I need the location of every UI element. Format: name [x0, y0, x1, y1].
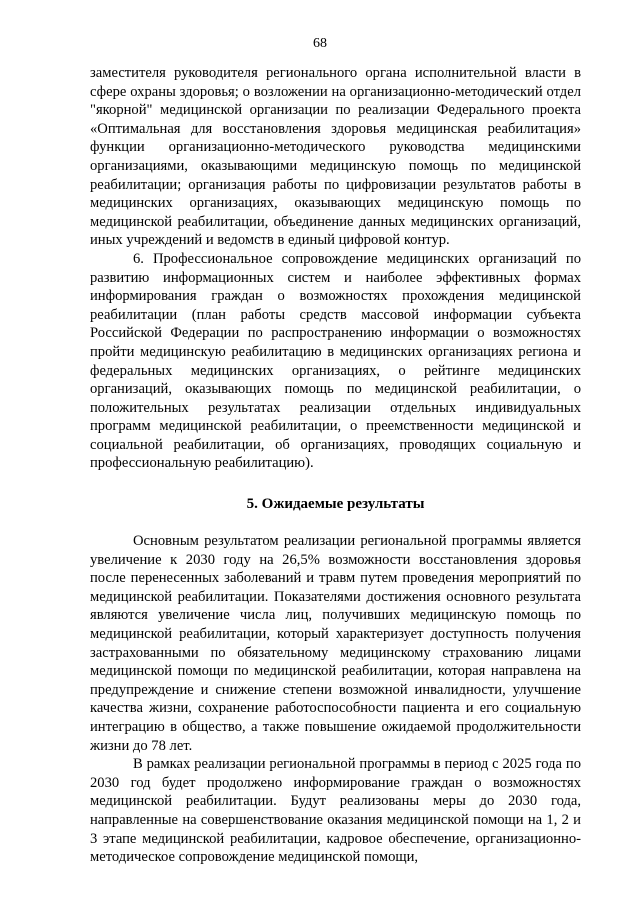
paragraph-program-implementation: В рамках реализации региональной программы в период с 2025 года по 2030 год будет продолжено информирование граждан о возможностях медицинской реабилитации. Будут реализованы меры до 2030 года, направленные на совершенствование оказания медицинской помощи на 1, 2 и 3 этапе медицинской реабилитации, кадровое обеспечение, организационно-методическое сопровождение медицинской помощи,: [90, 756, 581, 866]
page-number: 68: [313, 36, 327, 51]
paragraph-continuation: заместителя руководителя регионального органа исполнительной власти в сфере охраны здоровья; о возложении на организационно-методический отдел "якорной" медицинской организации по реализации Федерального проекта «Оптимальная для восстановления здоровья медицинская реабилитация» функции организационно-методического руководства медицинскими организациями, оказывающими медицинскую помощь по медицинской реабилитации; организация работы по цифровизации результатов работы в медицинских организациях, оказывающих медицинскую помощь по медицинской реабилитации, объединение данных медицинских организаций, иных учреждений и ведомств в единый цифровой контур.: [90, 65, 581, 249]
page-content: [90, 64, 581, 867]
paragraph-main-result: Основным результатом реализации региональной программы является увеличение к 2030 году на 26,5% возможности восстановления здоровья после перенесенных заболеваний и травм путем проведения мероприятий по медицинской реабилитации. Показателями достижения основного результата являются увеличение числа лиц, получивших медицинскую помощь по медицинской реабилитации, который характеризует доступность получения застрахованными по обязательному медицинскому страхованию лицами медицинской помощи по медицинской реабилитации, которая направлена на предупреждение и снижение степени возможной инвалидности, улучшение качества жизни, сохранение работоспособности пациента и его социальную интеграцию в общество, а также повышение ожидаемой продолжительности жизни до 78 лет.: [90, 533, 581, 754]
section-heading: 5. Ожидаемые результаты: [246, 496, 425, 513]
paragraph-item-6: 6. Профессиональное сопровождение медицинских организаций по развитию информационных систем и наиболее эффективных формах информирования граждан о возможностях прохождения медицинской реабилитации (план работы средств массовой информации субъекта Российской Федерации по распространению информации о возможностях пройти медицинскую реабилитацию в медицинских организациях региона и федеральных медицинских организациях, о рейтинге медицинских организаций, оказывающих помощь по медицинской реабилитации, о положительных результатах реализации отдельных индивидуальных программ медицинской реабилитации, о преемственности медицинской и социальной реабилитации, об организациях, проводящих социальную и профессиональную реабилитацию).: [90, 250, 581, 472]
